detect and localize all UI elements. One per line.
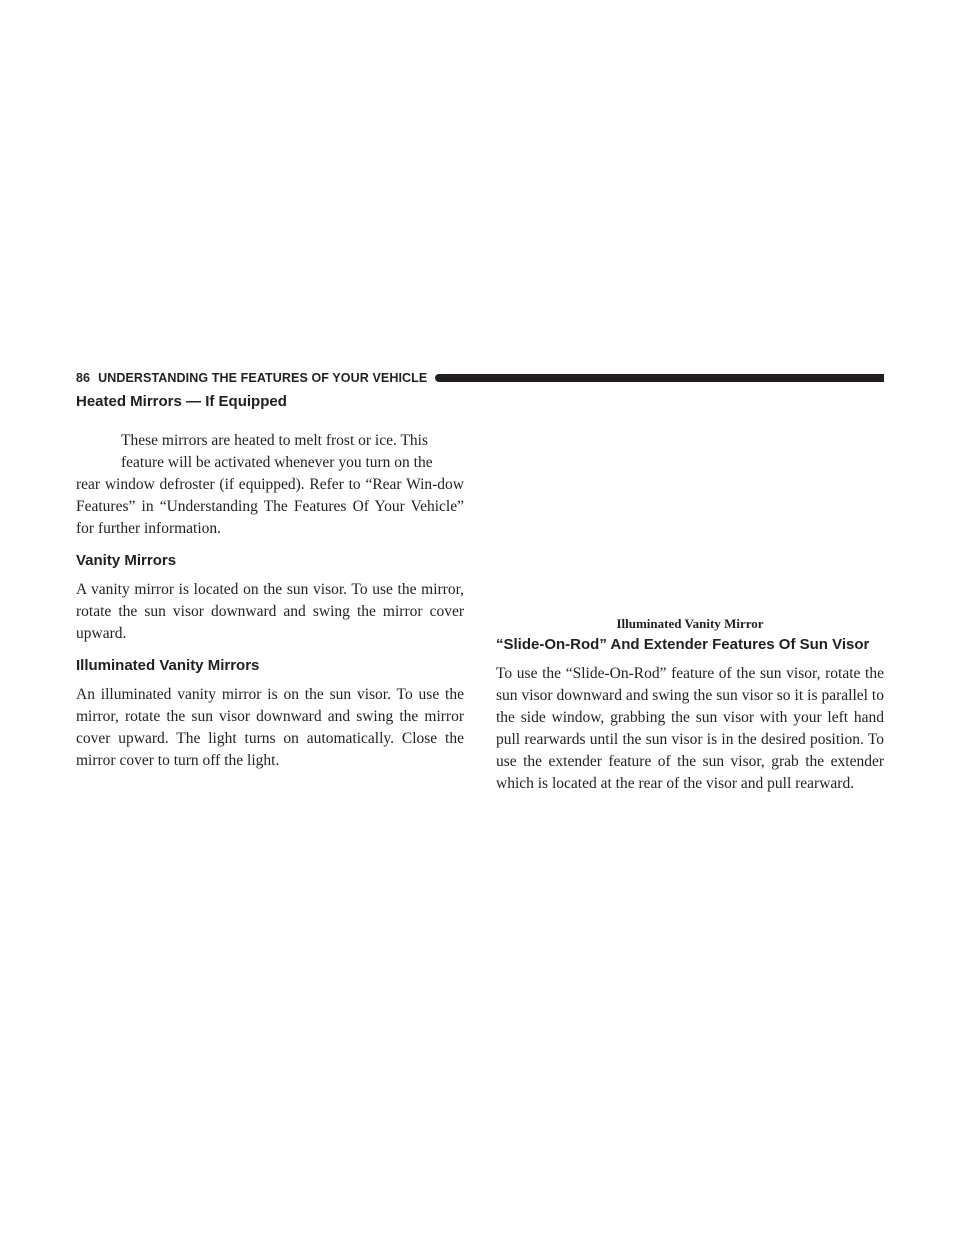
heated-line-1: These mirrors are heated to melt frost or ice. This [121,432,429,449]
slide-on-rod-paragraph: To use the “Slide-On-Rod” feature of the sun visor, rotate the sun visor downward and swing the sun visor so it is parallel to the side window, grabbing the sun visor with your left hand pull rearwards until the sun visor is in the desired position. To use the extender feature of the sun visor, grab the extender which is located at the rear of the visor and pull rearward. [496,665,884,792]
heading-slide-on-rod: “Slide-On-Rod” And Extender Features Of Sun Visor [496,636,870,653]
heated-mirrors-block [76,430,464,540]
heading-illuminated-vanity-mirrors: Illuminated Vanity Mirrors [76,657,260,674]
right-column [496,392,884,795]
heated-line-2: feature will be activated whenever you turn on the [121,454,433,471]
figure-caption: Illuminated Vanity Mirror [616,616,764,631]
header-rule [435,374,884,382]
page-header [76,370,884,386]
vanity-mirror-figure [496,392,884,616]
heated-rest: rear window defroster (if equipped). Refer to “Rear Win-dow Features” in “Understanding The Features Of Your Vehicle” for further information. [76,476,464,537]
vanity-mirrors-paragraph: A vanity mirror is located on the sun visor. To use the mirror, rotate the sun visor downward and swing the mirror cover upward. [76,581,464,642]
section-title: UNDERSTANDING THE FEATURES OF YOUR VEHICLE [98,371,428,385]
heading-vanity-mirrors: Vanity Mirrors [76,552,177,569]
heading-heated-mirrors: Heated Mirrors — If Equipped [76,393,287,410]
left-column [76,392,464,772]
heated-mirrors-paragraph [76,430,464,540]
page-number: 86 [76,371,91,385]
illuminated-vanity-paragraph: An illuminated vanity mirror is on the sun visor. To use the mirror, rotate the sun visor downward and swing the mirror cover upward. The light turns on automatically. Close the mirror cover to turn off the light. [76,686,464,769]
heated-mirror-icon [76,432,112,468]
